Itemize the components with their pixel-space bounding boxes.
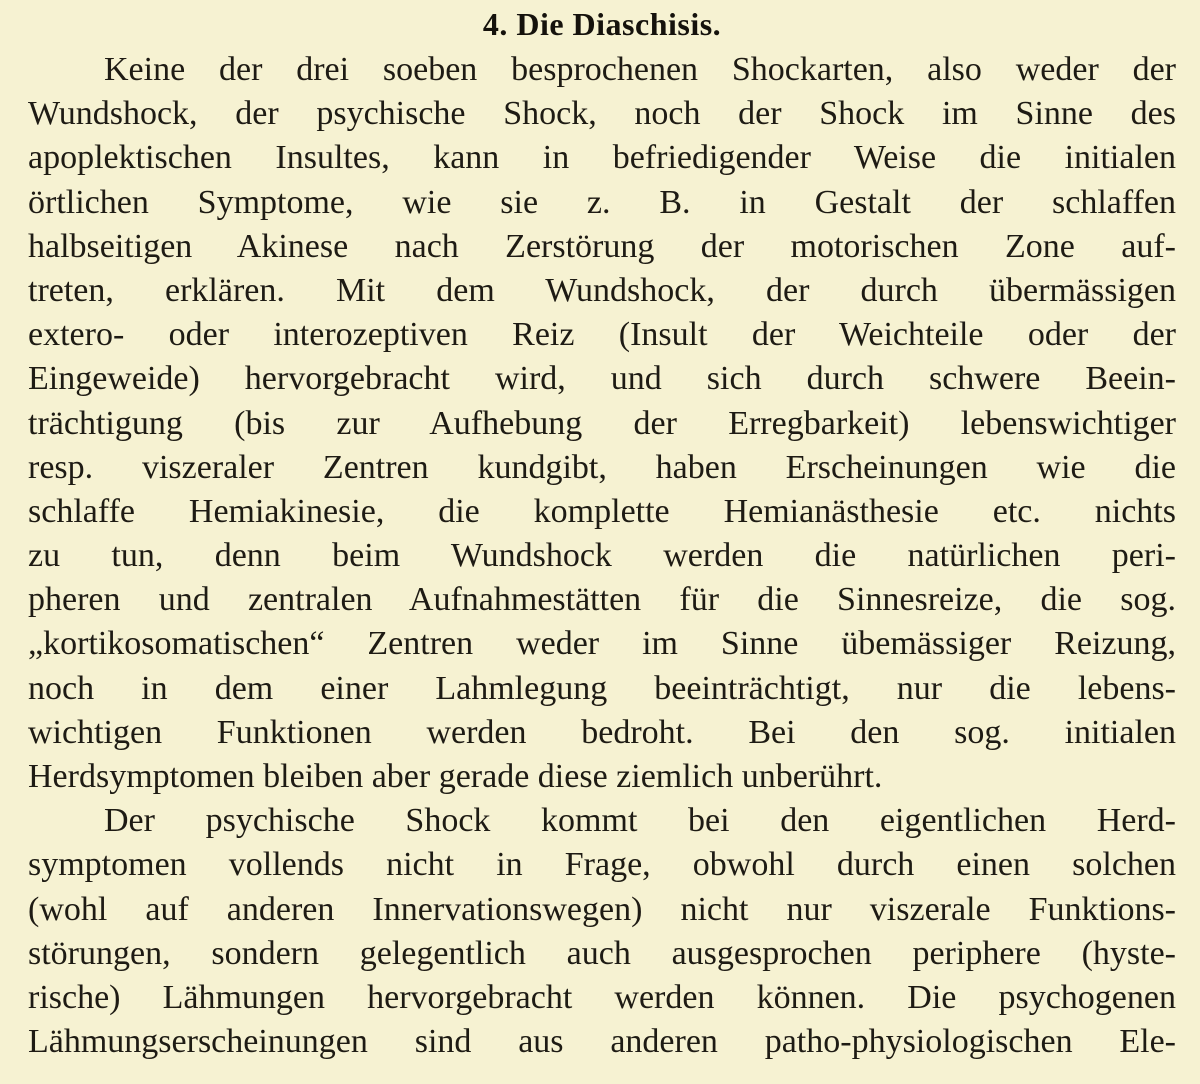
text-line: treten, erklären. Mit dem Wundshock, der durch übermässigen: [28, 271, 1176, 309]
text-line: Wundshock, der psychische Shock, noch der Shock im Sinne des: [28, 95, 1176, 133]
text-line: wichtigen Funktionen werden bedroht. Bei den sog. initialen: [28, 713, 1176, 751]
text-line: (wohl auf anderen Innervationswegen) nicht nur viszerale Funktions-: [28, 890, 1176, 928]
text-line: halbseitigen Akinese nach Zerstörung der motorischen Zone auf-: [28, 227, 1176, 265]
text-line: pheren und zentralen Aufnahmestätten für die Sinnesreize, die sog.: [28, 581, 1176, 619]
text-line: trächtigung (bis zur Aufhebung der Erregbarkeit) lebenswichtiger: [28, 404, 1176, 442]
text-line: Herdsymptomen bleiben aber gerade diese ziemlich unberührt.: [28, 758, 883, 795]
paragraph-1: [28, 48, 1176, 799]
text-line: zu tun, denn beim Wundshock werden die natürlichen peri-: [28, 537, 1176, 575]
text-line: extero- oder interozeptiven Reiz (Insult der Weichteile oder der: [28, 316, 1176, 354]
text-line: rische) Lähmungen hervorgebracht werden können. Die psychogenen: [28, 978, 1176, 1016]
text-line: noch in dem einer Lahmlegung beeinträchtigt, nur die lebens-: [28, 669, 1176, 707]
text-line: „kortikosomatischen“ Zentren weder im Sinne übemässiger Reizung,: [28, 625, 1176, 663]
text-line: schlaffe Hemiakinesie, die komplette Hemianästhesie etc. nichts: [28, 492, 1176, 530]
text-line: Lähmungserscheinungen sind aus anderen patho-physiologischen Ele-: [28, 1023, 1176, 1061]
text-line: störungen, sondern gelegentlich auch ausgesprochen periphere (hyste-: [28, 934, 1176, 972]
text-line: örtlichen Symptome, wie sie z. B. in Gestalt der schlaffen: [28, 183, 1176, 221]
text-line: symptomen vollends nicht in Frage, obwohl durch einen solchen: [28, 846, 1176, 884]
section-title: 4. Die Diaschisis.: [482, 6, 722, 42]
text-line: Eingeweide) hervorgebracht wird, und sich durch schwere Beein-: [28, 360, 1176, 398]
text-line: resp. viszeraler Zentren kundgibt, haben Erscheinungen wie die: [28, 448, 1176, 486]
paragraph-2: [28, 799, 1176, 1064]
text-line: Der psychische Shock kommt bei den eigentlichen Herd-: [104, 802, 1176, 840]
text-line: apoplektischen Insultes, kann in befriedigender Weise die initialen: [28, 139, 1176, 177]
text-line: Keine der drei soeben besprochenen Shockarten, also weder der: [104, 51, 1176, 88]
